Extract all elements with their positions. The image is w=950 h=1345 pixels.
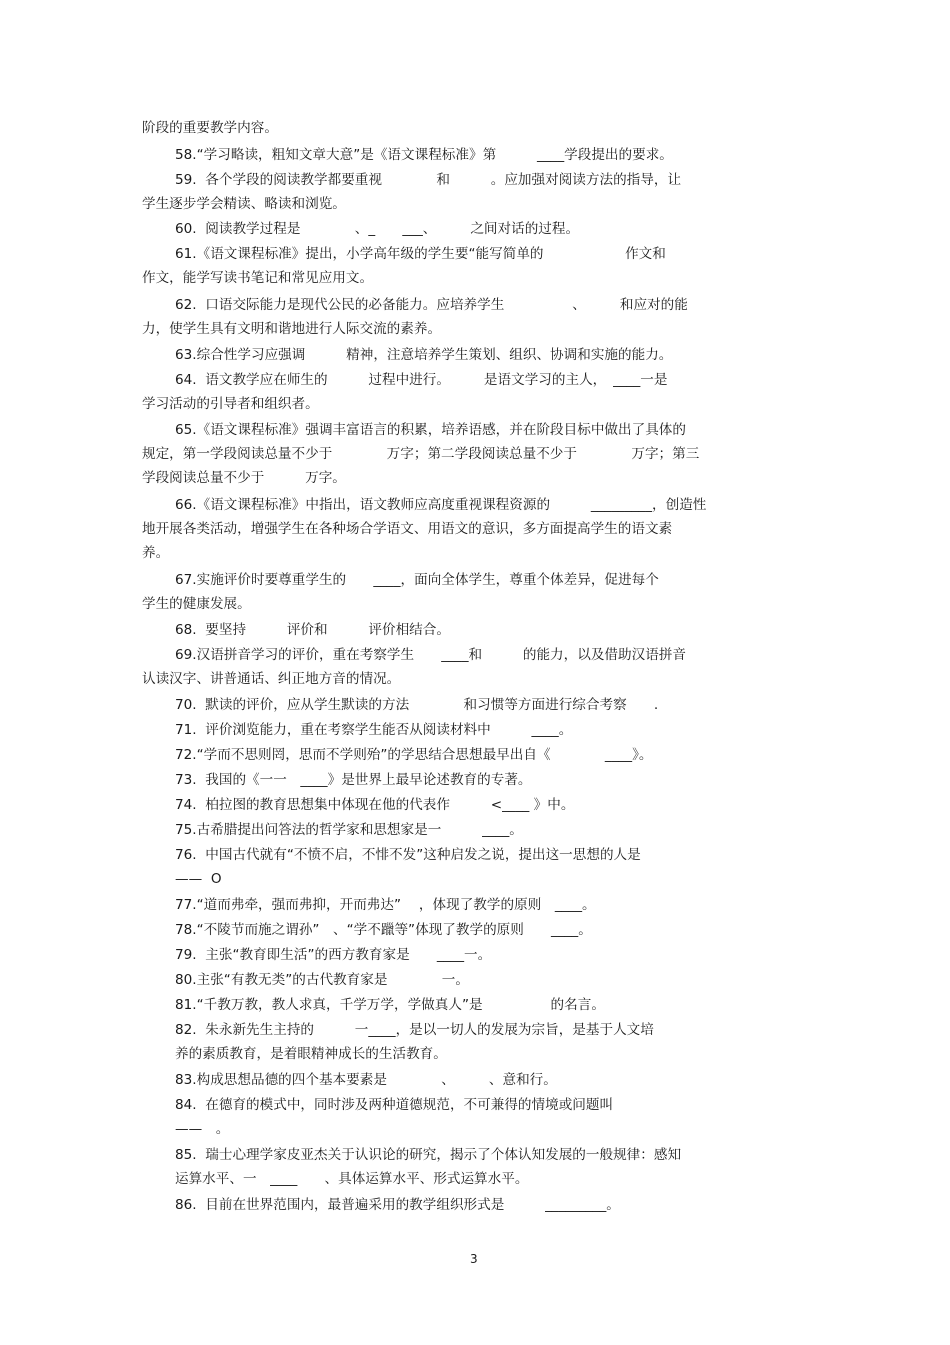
text-line: 76. 中国古代就有“不愤不启，不悱不发”这种启发之说，提出这一思想的人是 xyxy=(175,847,641,863)
text-line: 62. 口语交际能力是现代公民的必备能力。应培养学生 、 和应对的能 xyxy=(175,297,688,313)
text-line: 运算水平、一 ____ 、具体运算水平、形式运算水平。 xyxy=(175,1171,529,1187)
text-line: 75.古希腊提出问答法的哲学家和思想家是一 ____。 xyxy=(175,822,523,838)
text-line: 学生逐步学会精读、略读和浏览。 xyxy=(142,196,346,212)
text-line: 60. 阅读教学过程是 、_ ___、 之间对话的过程。 xyxy=(175,221,580,237)
text-line: 65.《语文课程标准》强调丰富语言的积累，培养语感，并在阶段目标中做出了具体的 xyxy=(175,422,686,438)
text-line: 63.综合性学习应强调 精神，注意培养学生策划、组织、协调和实施的能力。 xyxy=(175,347,673,363)
text-line: 83.构成思想品德的四个基本要素是 、 、意和行。 xyxy=(175,1072,557,1088)
page-number: 3 xyxy=(470,1252,478,1266)
text-line: 85. 瑞士心理学家皮亚杰关于认识论的研究，揭示了个体认知发展的一般规律：感知 xyxy=(175,1147,682,1163)
text-line: 学段阅读总量不少于 万字。 xyxy=(142,470,346,486)
text-line: 地开展各类活动，增强学生在各种场合学语文、用语文的意识，多方面提高学生的语文素 xyxy=(142,521,673,537)
text-line: 66.《语文课程标准》中指出，语文教师应高度重视课程资源的 _________，创造性 xyxy=(175,497,707,513)
text-line: 学习活动的引导者和组织者。 xyxy=(142,396,319,412)
text-line: 77.“道而弗牵，强而弗抑，开而弗达” ，体现了教学的原则 ____。 xyxy=(175,897,596,913)
text-line: 59. 各个学段的阅读教学都要重视 和 。应加强对阅读方法的指导，让 xyxy=(175,172,682,188)
text-line: 70. 默读的评价，应从学生默读的方法 和习惯等方面进行综合考察 . xyxy=(175,697,659,713)
text-line: 力，使学生具有文明和谐地进行人际交流的素养。 xyxy=(142,321,442,337)
text-line: 64. 语文教学应在师生的 过程中进行。 是语文学习的主人， ____一是 xyxy=(175,372,668,388)
text-line: 86. 目前在世界范围内，最普遍采用的教学组织形式是 _________。 xyxy=(175,1197,620,1213)
text-line: 69.汉语拼音学习的评价，重在考察学生 ____和 的能力，以及借助汉语拼音 xyxy=(175,647,686,663)
text-line: 68. 要坚持 评价和 评价相结合。 xyxy=(175,622,450,638)
text-line: 作文，能学写读书笔记和常见应用文。 xyxy=(142,270,374,286)
text-line: 养的素质教育，是着眼精神成长的生活教育。 xyxy=(175,1046,447,1062)
text-line: 74. 柏拉图的教育思想集中体现在他的代表作 <____ 》中。 xyxy=(175,797,575,813)
text-line: 80.主张“有教无类”的古代教育家是 一。 xyxy=(175,972,469,988)
text-line: 82. 朱永新先生主持的 一____，是以一切人的发展为宗旨，是基于人文培 xyxy=(175,1022,654,1038)
text-line: 学生的健康发展。 xyxy=(142,596,251,612)
text-line: 71. 评价浏览能力，重在考察学生能否从阅读材料中 ____。 xyxy=(175,722,573,738)
text-line: 阶段的重要教学内容。 xyxy=(142,120,278,136)
text-line: 58.“学习略读，粗知文章大意”是《语文课程标准》第 ____学段提出的要求。 xyxy=(175,147,673,163)
text-line: 养。 xyxy=(142,545,170,561)
text-line: 61.《语文课程标准》提出，小学高年级的学生要“能写简单的 作文和 xyxy=(175,246,666,262)
text-line: 78.“不陵节而施之谓孙” 、“学不躐等”体现了教学的原则 ____。 xyxy=(175,922,592,938)
text-line: —— 。 xyxy=(175,1121,230,1137)
text-line: 84. 在德育的模式中，同时涉及两种道德规范，不可兼得的情境或问题叫 xyxy=(175,1097,614,1113)
text-line: 81.“千教万教，教人求真，千学万学，学做真人”是 的名言。 xyxy=(175,997,605,1013)
text-line: 67.实施评价时要尊重学生的 ____，面向全体学生，尊重个体差异，促进每个 xyxy=(175,572,659,588)
text-line: 72.“学而不思则罔，思而不学则殆”的学思结合思想最早出自《 ____》。 xyxy=(175,747,653,763)
text-line: 79. 主张“教育即生活”的西方教育家是 ____一。 xyxy=(175,947,492,963)
text-line: 规定，第一学段阅读总量不少于 万字；第二学段阅读总量不少于 万字；第三 xyxy=(142,446,700,462)
text-line: —— O xyxy=(175,871,222,887)
text-line: 73. 我国的《一一 ____》是世界上最早论述教育的专著。 xyxy=(175,772,532,788)
text-line: 认读汉字、讲普通话、纠正地方音的情况。 xyxy=(142,671,401,687)
